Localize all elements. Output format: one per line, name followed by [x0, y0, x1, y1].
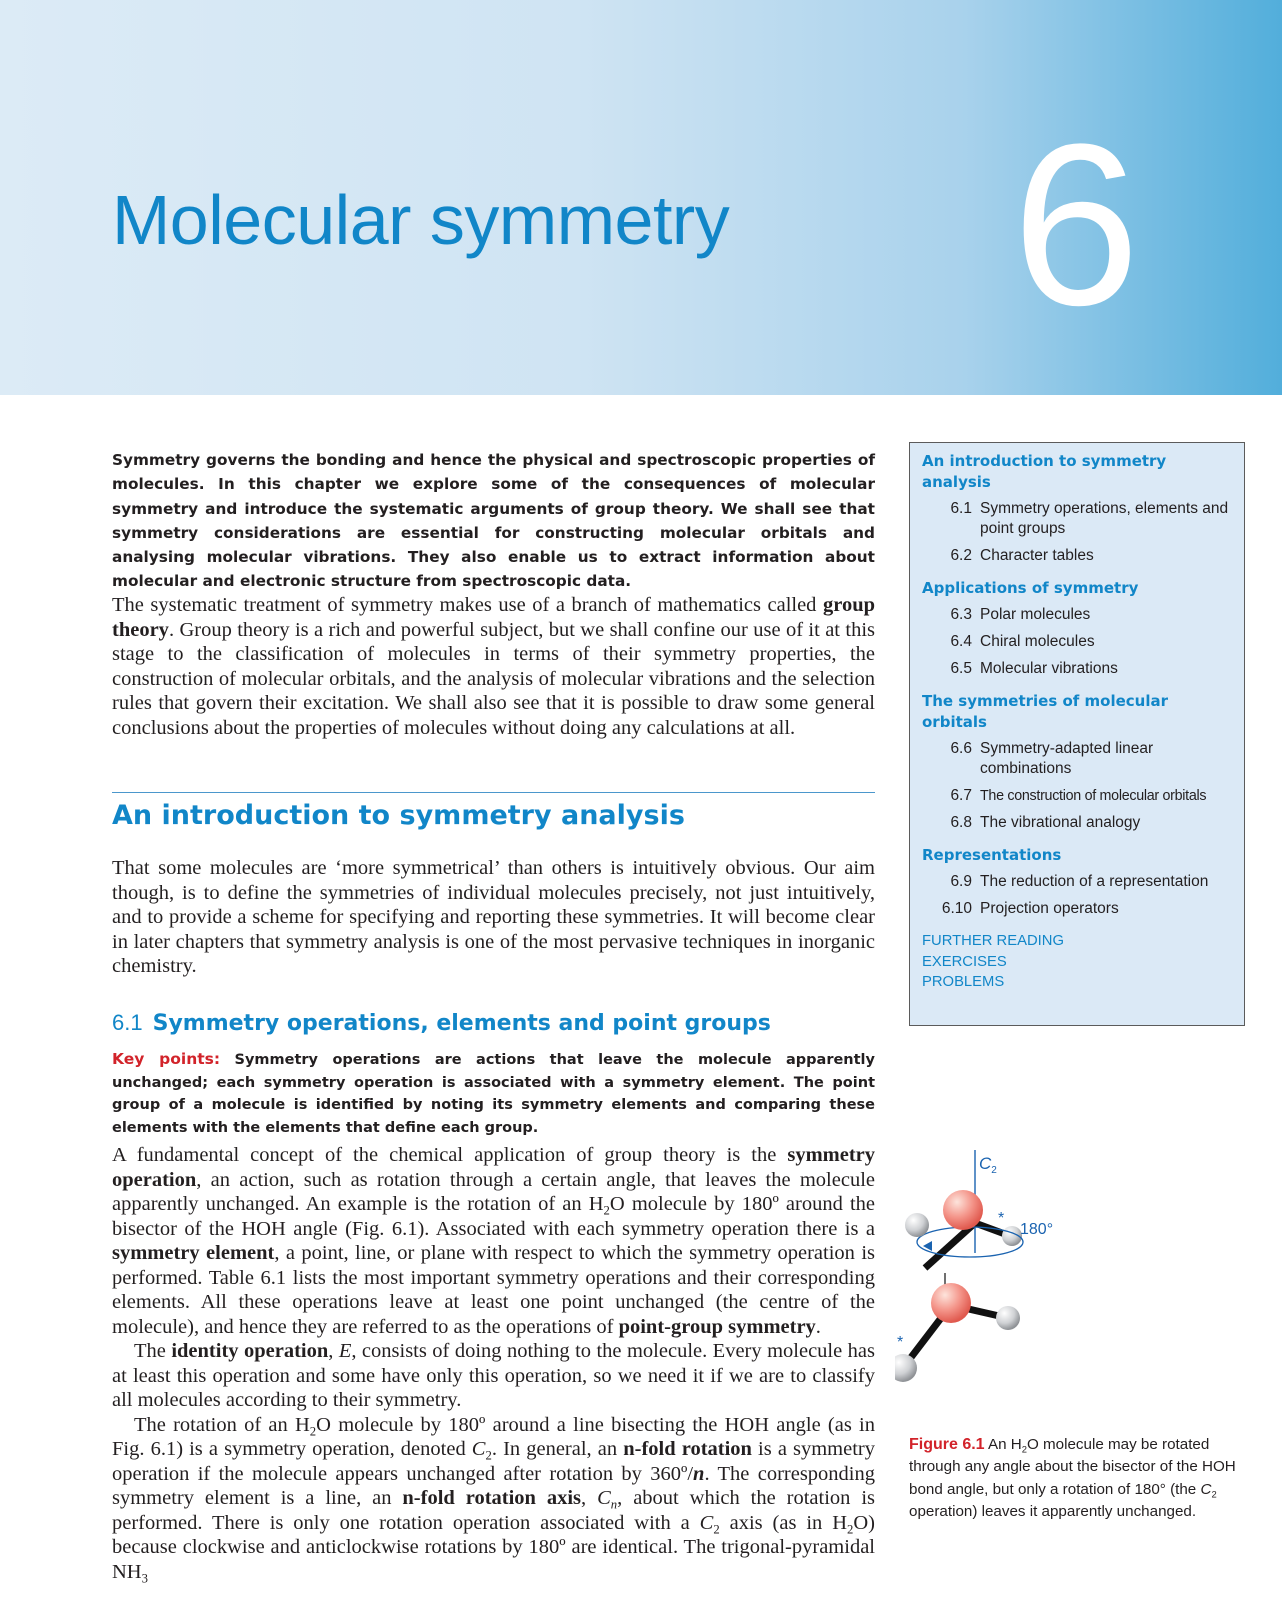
chapter-intro: Symmetry governs the bonding and hence the physical and spectroscopic properties of molecules. In this chapter we explore some of the consequences of molecular symmetry and introduce the systematic arguments of group theory. We shall see that symmetry considerations are essential for constructing molecular orbitals and analysing molecular vibrations. They also enable us to extract information about molecular and electronic structure from spectroscopic data.: [112, 451, 875, 591]
toc-item[interactable]: 6.4 Chiral molecules: [950, 633, 1095, 650]
toc-group-title[interactable]: The symmetries of molecular orbitals: [922, 692, 1169, 731]
toc-item[interactable]: 6.10 Projection operators: [941, 900, 1119, 917]
figure-label: Figure 6.1: [909, 1436, 985, 1453]
toc-group-title[interactable]: Applications of symmetry: [922, 579, 1139, 597]
chapter-banner: [0, 0, 1282, 395]
axis-label-c2: $C_2$: [979, 1154, 997, 1176]
paragraph: The rotation of an $H_2O$ molecule by 180º around a line bisecting the HOH angle (as in Fig. 6.1) is a symmetry operation, denoted $C_2$. In general, an n-fold rotation is a symmetry operation if the molecule appears unchanged after rotation by 360º/n. The corresponding symmetry element is a line, an n-fold rotation axis, $C_n$, about which the rotation is performed. There is only one rotation operation associated with a $C_2$ axis (as in $H_2O$) because clockwise and anticlockwise rotations by 180º are identical. The trigonal-pyramidal $NH_3$: [112, 1413, 876, 1585]
toc-further-reading[interactable]: FURTHER READING: [922, 933, 1064, 949]
toc-exercises[interactable]: EXERCISES: [922, 953, 1007, 970]
toc-item[interactable]: 6.1 Symmetry operations, elements and point groups: [950, 500, 1229, 537]
toc-item[interactable]: 6.8 The vibrational analogy: [950, 814, 1141, 831]
section-paragraph: That some molecules are ‘more symmetrical’ than others is intuitively obvious. Our aim though, is to define the symmetries of individual molecules precisely, not just intuitively, and to provide a scheme for specifying and reporting these symmetries. It will become clear in later chapters that symmetry analysis is one of the most pervasive techniques in inorganic chemistry.: [112, 857, 875, 977]
text: The systematic treatment of symmetry makes use of a branch of mathematics called: [112, 594, 823, 616]
oxygen-atom: [943, 1190, 983, 1230]
chapter-contents-box: [909, 442, 1245, 1026]
chapter-title: Molecular symmetry: [112, 181, 730, 259]
paragraph: The identity operation, E, consists of doing nothing to the molecule. Every molecule has at least this operation and some have only this operation, so we need it if we are to classify all molecules according to their symmetry.: [112, 1340, 875, 1411]
key-points-label: Key points:: [112, 1050, 221, 1068]
toc-group: [922, 578, 1232, 679]
toc-group: [922, 451, 1232, 566]
molecule-top: [905, 1150, 1053, 1268]
toc-item[interactable]: 6.2 Character tables: [950, 547, 1094, 564]
hydrogen-atom: [996, 1306, 1020, 1330]
angle-label: 180°: [1020, 1221, 1054, 1238]
toc-group: [922, 691, 1232, 833]
paragraph-group-theory: [112, 593, 875, 740]
text: . Group theory is a rich and powerful subject, but we shall confine our use of it at this stage to the classification of molecules in terms of their symmetry properties, the construction of molecular orbitals, and the analysis of molecular vibrations and the selection rules that govern their excitation. We shall also see that it is possible to draw some general conclusions about the properties of molecules without doing any calculations at all.: [112, 618, 875, 739]
toc-item[interactable]: 6.5 Molecular vibrations: [950, 660, 1118, 677]
toc-item[interactable]: 6.6 Symmetry-adapted linear combinations: [950, 740, 1154, 777]
hydrogen-atom: [905, 1213, 929, 1237]
body-text: [112, 1143, 875, 1584]
subsection-heading: [112, 1010, 771, 1036]
marker-star: *: [998, 1210, 1005, 1227]
molecule-bottom: [895, 1283, 1020, 1382]
water-molecule-figure: [895, 1150, 1115, 1420]
bond: [925, 1223, 975, 1268]
toc-problems[interactable]: PROBLEMS: [922, 974, 1005, 990]
figure-caption: Figure 6.1 An $H_2O$ molecule may be rotated through any angle about the bisector of the HOH bond angle, but only a rotation of 180° (the $C_2$ operation) leaves it apparently unchanged.: [909, 1436, 1236, 1520]
marker-star: *: [897, 1334, 904, 1351]
toc-item[interactable]: 6.3 Polar molecules: [950, 606, 1091, 623]
key-points: [112, 1048, 875, 1139]
toc-item[interactable]: 6.7 The construction of molecular orbitals: [950, 787, 1207, 804]
toc-group: [922, 845, 1232, 919]
toc-group-title[interactable]: Representations: [922, 846, 1062, 864]
oxygen-atom: [931, 1283, 971, 1323]
toc-item[interactable]: 6.9 The reduction of a representation: [950, 873, 1209, 890]
section-rule: [112, 792, 875, 793]
paragraph: A fundamental concept of the chemical application of group theory is the symmetry operation, an action, such as rotation through a certain angle, that leaves the molecule apparently unchanged. An example is the rotation of an $H_2O$ molecule by 180º around the bisector of the HOH angle (Fig. 6.1). Associated with each symmetry operation there is a symmetry element, a point, line, or plane with respect to which the symmetry operation is performed. Table 6.1 lists the most important symmetry operations and their corresponding elements. All these operations leave at least one point unchanged (the centre of the molecule), and hence they are referred to as the operations of point-group symmetry.: [112, 1144, 875, 1338]
subsection-title: Symmetry operations, elements and point groups: [152, 1011, 771, 1036]
key-points-text: Symmetry operations are actions that leave the molecule apparently unchanged; each symmetry operation is associated with a symmetry element. The point group of a molecule is identified by noting its symmetry elements and comparing these elements with the elements that define each group.: [112, 1052, 875, 1136]
toc-group-title[interactable]: An introduction to symmetry analysis: [922, 452, 1167, 491]
subsection-number: 6.1: [112, 1010, 143, 1035]
chapter-number: 6: [1012, 96, 1140, 353]
bold-term: group theory: [112, 594, 875, 641]
section-heading: An introduction to symmetry analysis: [112, 800, 685, 831]
